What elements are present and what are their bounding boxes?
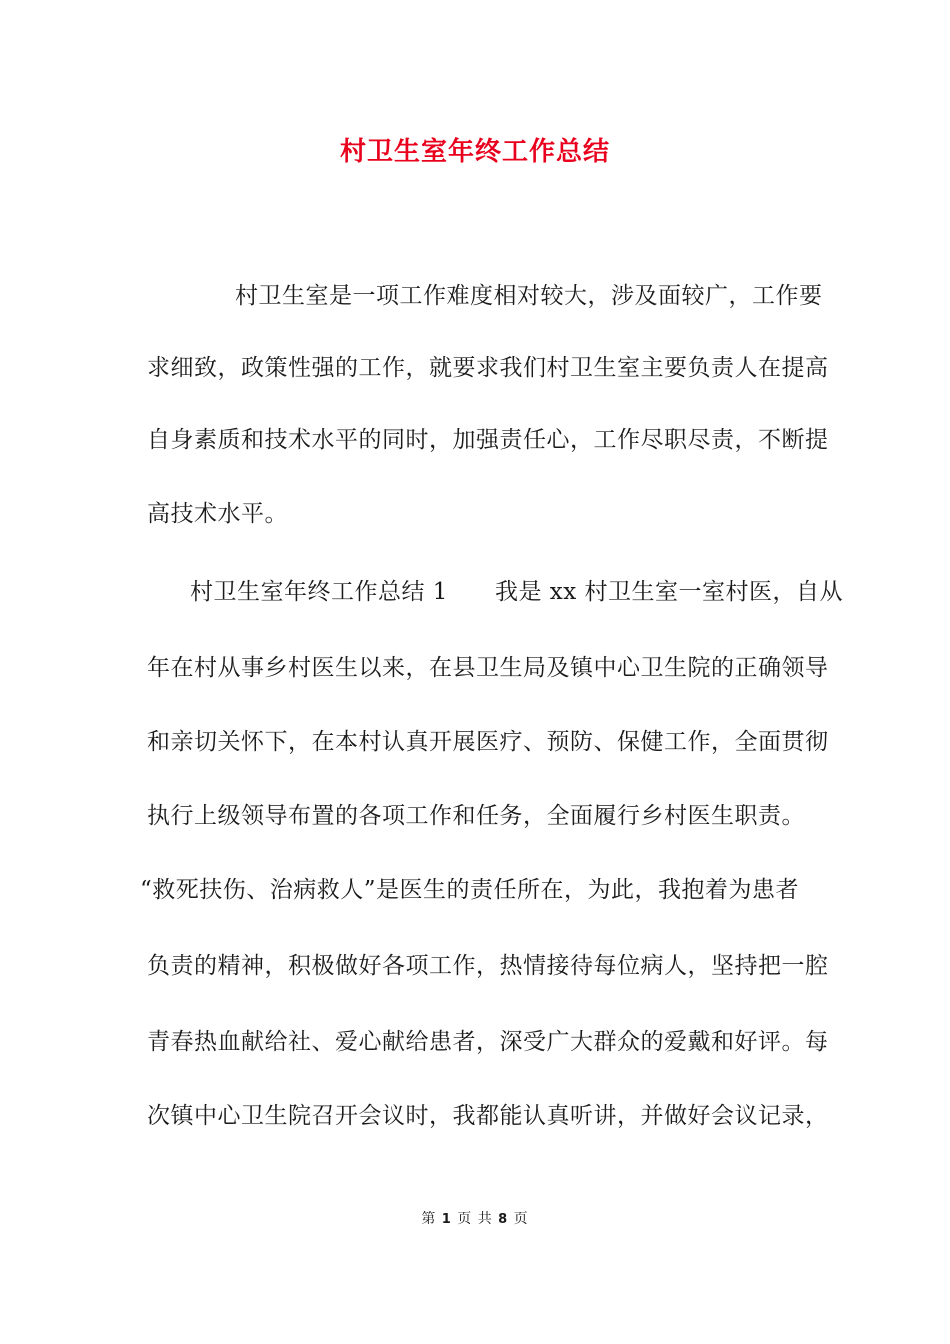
body-line: 执行上级领导布置的各项工作和任务，全面履行乡村医生职责。 [147, 803, 805, 829]
total-page-number: 8 [498, 1212, 509, 1227]
page-footer [0, 1208, 950, 1228]
footer-prefix: 第 [421, 1211, 437, 1227]
body-line: 和亲切关怀下，在本村认真开展医疗、预防、保健工作，全面贯彻 [147, 729, 829, 755]
body-line: 年在村从事乡村医生以来，在县卫生局及镇中心卫生院的正确领导 [147, 655, 829, 681]
footer-suffix: 页 [513, 1211, 529, 1227]
body-line: 求细致，政策性强的工作，就要求我们村卫生室主要负责人在提高 [147, 355, 829, 381]
body-line: 村卫生室是一项工作难度相对较大，涉及面较广，工作要 [235, 283, 823, 309]
current-page-number: 1 [441, 1212, 452, 1227]
footer-middle: 页 共 [457, 1211, 493, 1227]
document-title: 村卫生室年终工作总结 [339, 137, 610, 167]
body-line: 青春热血献给社、爱心献给患者，深受广大群众的爱戴和好评。每 [147, 1029, 829, 1055]
body-line: 自身素质和技术水平的同时，加强责任心，工作尽职尽责，不断提 [147, 427, 829, 453]
body-line: 高技术水平。 [147, 501, 288, 527]
body-line: 次镇中心卫生院召开会议时，我都能认真听讲，并做好会议记录， [147, 1103, 829, 1129]
body-line: 村卫生室年终工作总结 1 我是 xx 村卫生室一室村医，自从 [190, 579, 844, 605]
body-line: “救死扶伤、治病救人”是医生的责任所在，为此，我抱着为患者 [140, 877, 800, 903]
body-line: 负责的精神，积极做好各项工作，热情接待每位病人，坚持把一腔 [147, 953, 829, 979]
